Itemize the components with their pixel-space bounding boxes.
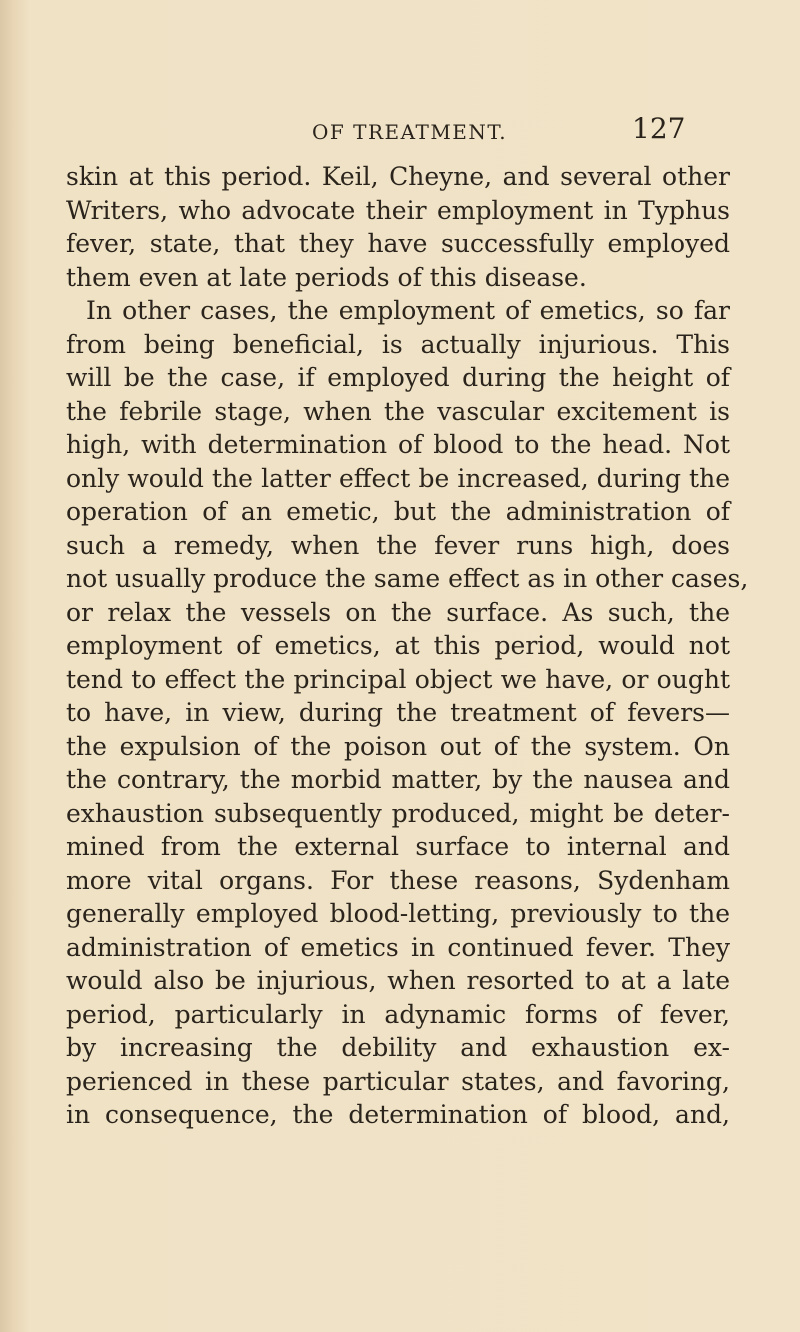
text-line: skin at this period. Keil, Cheyne, and several other xyxy=(66,162,730,191)
text-line: such a remedy, when the fever runs high, does xyxy=(66,530,730,560)
text-line: the expulsion of the poison out of the system. On xyxy=(66,731,730,761)
text-line: Writers, who advocate their employment in Typhus xyxy=(66,195,730,225)
text-line: not usually produce the same effect as in other cases, xyxy=(66,564,749,593)
text-line: only would the latter effect be increased, during the xyxy=(66,463,730,493)
text-line: employment of emetics, at this period, would not xyxy=(66,631,730,660)
text-line: administration of emetics in continued fever. They xyxy=(66,932,730,962)
text-line: mined from the external surface to internal and xyxy=(66,832,730,861)
text-line: In other cases, the employment of emetics, so far xyxy=(86,296,730,325)
text-line: the contrary, the morbid matter, by the nausea and xyxy=(66,765,730,794)
text-line: generally employed blood-letting, previously to the xyxy=(66,899,730,928)
text-line: period, particularly in adynamic forms of fever, xyxy=(66,999,730,1029)
body-text xyxy=(66,160,749,1132)
page-header xyxy=(0,112,800,152)
text-line: fever, state, that they have successfully employed xyxy=(66,229,730,258)
text-line: by increasing the debility and exhaustion ex- xyxy=(66,1033,730,1062)
text-line: more vital organs. For these reasons, Sydenham xyxy=(66,865,730,895)
text-line: to have, in view, during the treatment of fevers— xyxy=(66,698,730,727)
text-line: high, with determination of blood to the head. Not xyxy=(66,430,730,459)
page-number: 127 xyxy=(632,112,686,145)
text-line: in consequence, the determination of blood, and, xyxy=(66,1100,730,1129)
text-line: will be the case, if employed during the height of xyxy=(66,363,730,392)
text-line: operation of an emetic, but the administration of xyxy=(66,497,730,526)
text-line: exhaustion subsequently produced, might be deter- xyxy=(66,798,730,828)
text-line: or relax the vessels on the surface. As such, the xyxy=(66,597,730,627)
text-line: tend to effect the principal object we have, or ought xyxy=(66,664,730,694)
text-line: from being beneficial, is actually injurious. This xyxy=(66,329,730,359)
text-line: perienced in these particular states, and favoring, xyxy=(66,1066,730,1096)
text-line: them even at late periods of this disease. xyxy=(66,262,587,292)
text-line: the febrile stage, when the vascular excitement is xyxy=(66,396,730,426)
running-head: OF TREATMENT. xyxy=(312,120,508,144)
text-line: would also be injurious, when resorted to at a late xyxy=(66,966,730,995)
